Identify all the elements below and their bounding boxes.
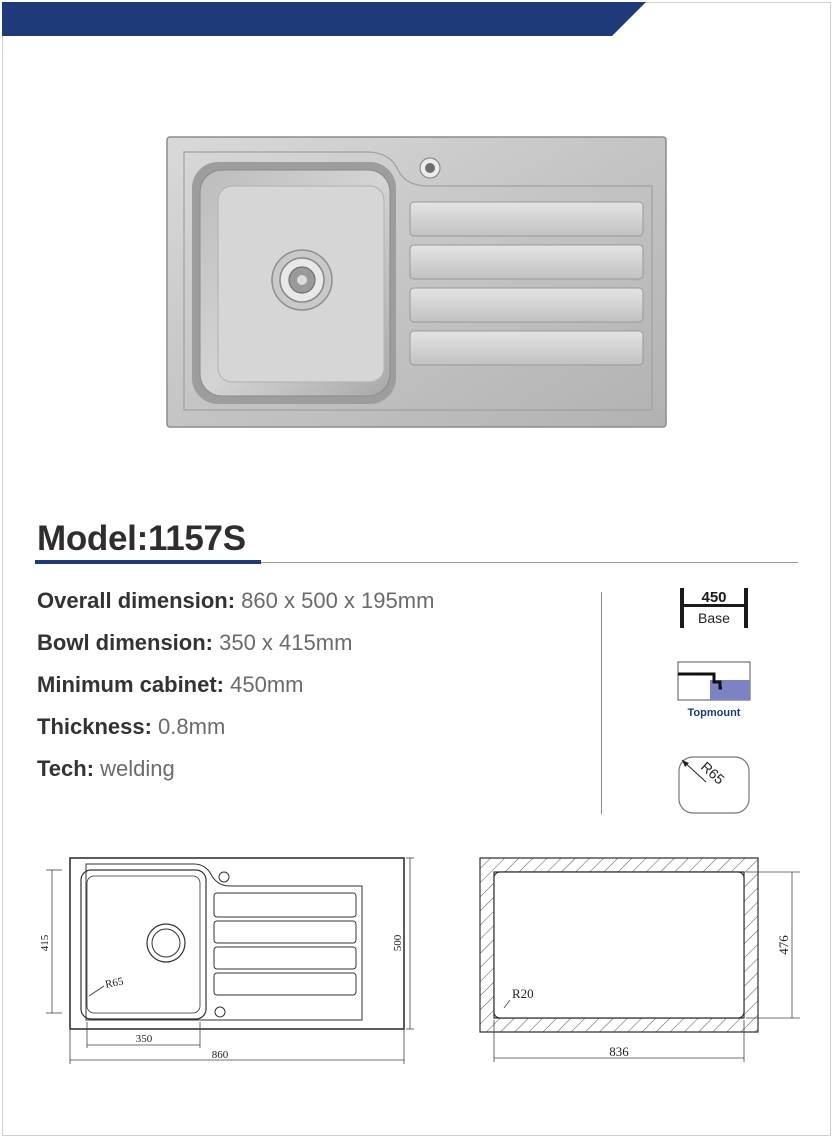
spec-value: 450mm bbox=[224, 672, 304, 697]
spec-label: Bowl dimension: bbox=[37, 630, 213, 655]
sink-technical-drawing bbox=[34, 850, 420, 1074]
model-title: Model:1157S bbox=[37, 519, 246, 558]
bowl-width-label: 350 bbox=[135, 1033, 153, 1045]
overall-depth-label: 500 bbox=[392, 934, 404, 952]
corner-radius-label: R65 bbox=[697, 758, 728, 788]
spec-thickness bbox=[37, 714, 434, 756]
cutout-corner-radius-label: R20 bbox=[512, 986, 534, 1001]
spec-value: welding bbox=[94, 756, 175, 781]
base-label: Base bbox=[698, 610, 730, 626]
title-underline bbox=[35, 560, 261, 564]
spec-value: 0.8mm bbox=[151, 714, 226, 739]
spec-list bbox=[37, 588, 434, 798]
sink-corner-radius-label: R65 bbox=[104, 975, 125, 991]
overall-width-label: 860 bbox=[211, 1049, 229, 1061]
spec-minimum-cabinet bbox=[37, 672, 434, 714]
base-value: 450 bbox=[701, 589, 727, 606]
product-photo bbox=[166, 136, 668, 430]
spec-label: Minimum cabinet: bbox=[37, 672, 225, 697]
spec-label: Thickness: bbox=[37, 714, 152, 739]
cutout-width-label: 836 bbox=[609, 1044, 629, 1059]
corner-radius-icon bbox=[676, 754, 752, 816]
header-banner bbox=[0, 0, 833, 40]
spec-bowl-dimension bbox=[37, 630, 434, 672]
cutout-technical-drawing bbox=[470, 850, 810, 1074]
spec-value: 860 x 500 x 195mm bbox=[235, 588, 435, 613]
vertical-divider bbox=[601, 592, 602, 814]
spec-label: Tech: bbox=[37, 756, 95, 781]
bowl-depth-label: 415 bbox=[39, 934, 51, 952]
base-cabinet-icon bbox=[676, 586, 752, 632]
topmount-label: Topmount bbox=[687, 707, 741, 719]
spec-value: 350 x 415mm bbox=[213, 630, 353, 655]
spec-tech bbox=[37, 756, 434, 798]
spec-overall-dimension bbox=[37, 588, 434, 630]
cutout-depth-label: 476 bbox=[776, 935, 791, 955]
spec-label: Overall dimension: bbox=[37, 588, 236, 613]
topmount-icon bbox=[674, 658, 754, 722]
